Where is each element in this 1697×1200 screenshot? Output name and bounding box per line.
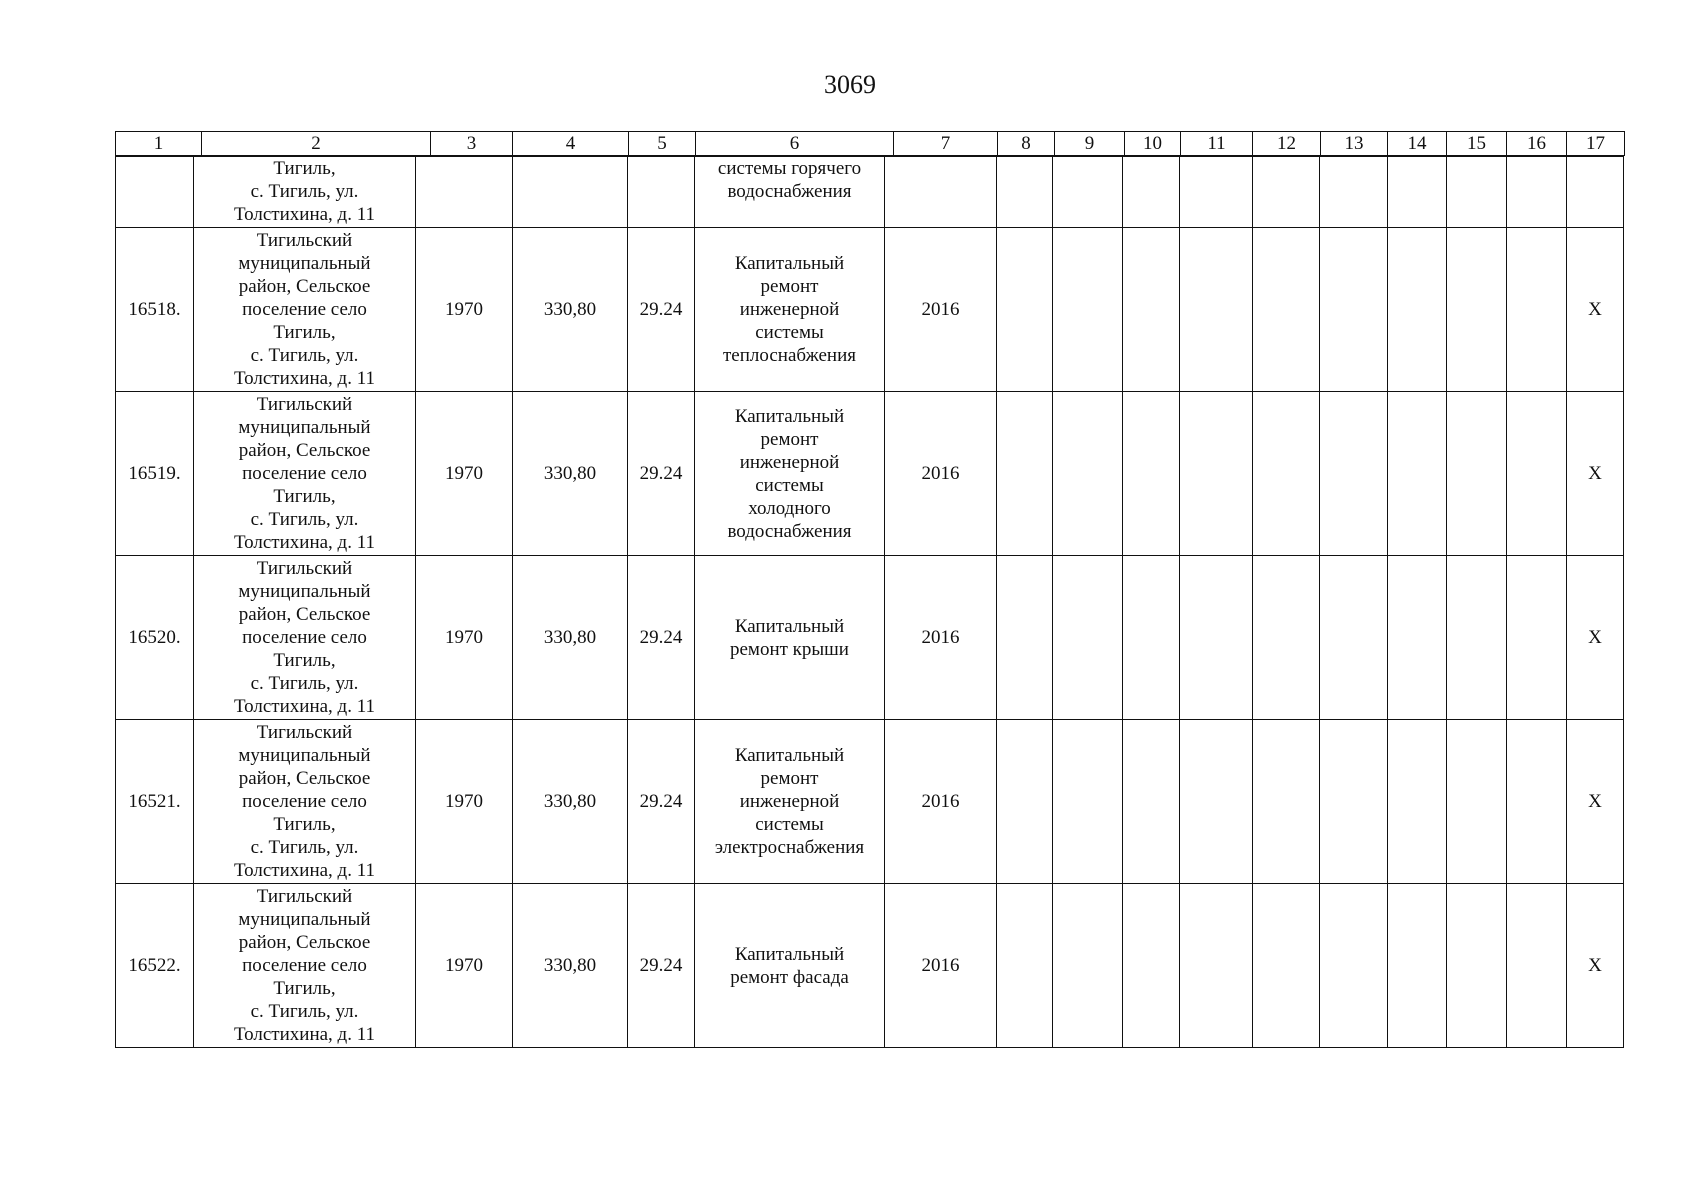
empty-cell <box>1180 720 1253 884</box>
empty-cell <box>1388 556 1447 720</box>
plan-year-cell: 2016 <box>885 720 997 884</box>
plan-year-cell <box>885 157 997 228</box>
empty-cell <box>1180 884 1253 1048</box>
work-type-cell: Капитальный ремонт фасада <box>695 884 885 1048</box>
empty-cell <box>1253 392 1320 556</box>
empty-cell <box>1123 157 1180 228</box>
repair-schedule-table <box>115 156 1624 1048</box>
empty-cell <box>997 884 1053 1048</box>
address-cell: Тигильский муниципальный район, Сельское поселение село Тигиль, с. Тигиль, ул. Толстихина, д. 11 <box>194 392 416 556</box>
row-number-cell <box>116 157 194 228</box>
empty-cell <box>1507 228 1567 392</box>
empty-cell <box>997 228 1053 392</box>
row-number-cell: 16522. <box>116 884 194 1048</box>
code-cell: 29.24 <box>628 228 695 392</box>
empty-cell <box>1180 157 1253 228</box>
year-built-cell: 1970 <box>416 228 513 392</box>
year-built-cell: 1970 <box>416 884 513 1048</box>
empty-cell <box>1253 157 1320 228</box>
header-cell: 8 <box>998 132 1055 156</box>
year-built-cell: 1970 <box>416 720 513 884</box>
area-cell: 330,80 <box>513 556 628 720</box>
code-cell: 29.24 <box>628 556 695 720</box>
header-cell: 16 <box>1507 132 1567 156</box>
page-number: 3069 <box>824 70 876 99</box>
year-built-cell <box>416 157 513 228</box>
empty-cell <box>1507 884 1567 1048</box>
plan-year-cell: 2016 <box>885 884 997 1048</box>
header-cell: 9 <box>1055 132 1125 156</box>
table-row <box>116 392 1624 556</box>
code-cell: 29.24 <box>628 392 695 556</box>
address-cell: Тигильский муниципальный район, Сельское поселение село Тигиль, с. Тигиль, ул. Толстихина, д. 11 <box>194 228 416 392</box>
empty-cell <box>997 392 1053 556</box>
empty-cell <box>1320 884 1388 1048</box>
header-cell: 14 <box>1388 132 1447 156</box>
mark-cell <box>1567 157 1624 228</box>
code-cell: 29.24 <box>628 720 695 884</box>
empty-cell <box>1447 720 1507 884</box>
empty-cell <box>1388 157 1447 228</box>
empty-cell <box>1253 228 1320 392</box>
work-type-cell: Капитальный ремонт крыши <box>695 556 885 720</box>
empty-cell <box>1388 720 1447 884</box>
empty-cell <box>1123 228 1180 392</box>
code-cell: 29.24 <box>628 884 695 1048</box>
mark-cell: Х <box>1567 392 1624 556</box>
empty-cell <box>1123 720 1180 884</box>
header-cell: 2 <box>202 132 431 156</box>
empty-cell <box>1253 884 1320 1048</box>
empty-cell <box>1053 392 1123 556</box>
work-type-cell: системы горячего водоснабжения <box>695 157 885 228</box>
work-type-cell: Капитальный ремонт инженерной системы теплоснабжения <box>695 228 885 392</box>
address-cell: Тигильский муниципальный район, Сельское поселение село Тигиль, с. Тигиль, ул. Толстихина, д. 11 <box>194 884 416 1048</box>
row-number-cell: 16521. <box>116 720 194 884</box>
address-cell: Тигильский муниципальный район, Сельское поселение село Тигиль, с. Тигиль, ул. Толстихина, д. 11 <box>194 556 416 720</box>
empty-cell <box>1253 556 1320 720</box>
table-row <box>116 228 1624 392</box>
mark-cell: Х <box>1567 228 1624 392</box>
header-cell: 6 <box>696 132 894 156</box>
empty-cell <box>1180 392 1253 556</box>
row-number-cell: 16518. <box>116 228 194 392</box>
year-built-cell: 1970 <box>416 392 513 556</box>
area-cell: 330,80 <box>513 228 628 392</box>
header-cell: 11 <box>1181 132 1253 156</box>
row-number-cell: 16520. <box>116 556 194 720</box>
mark-cell: Х <box>1567 884 1624 1048</box>
empty-cell <box>1253 720 1320 884</box>
empty-cell <box>1507 720 1567 884</box>
empty-cell <box>1447 556 1507 720</box>
header-cell: 12 <box>1253 132 1321 156</box>
work-type-cell: Капитальный ремонт инженерной системы холодного водоснабжения <box>695 392 885 556</box>
empty-cell <box>1053 228 1123 392</box>
empty-cell <box>1447 392 1507 556</box>
header-cell: 17 <box>1567 132 1625 156</box>
header-row <box>116 132 1625 156</box>
work-type-cell: Капитальный ремонт инженерной системы электроснабжения <box>695 720 885 884</box>
empty-cell <box>1123 556 1180 720</box>
empty-cell <box>1320 392 1388 556</box>
empty-cell <box>1123 884 1180 1048</box>
empty-cell <box>1053 884 1123 1048</box>
empty-cell <box>1507 157 1567 228</box>
table-row <box>116 556 1624 720</box>
header-cell: 5 <box>629 132 696 156</box>
empty-cell <box>997 556 1053 720</box>
empty-cell <box>1320 556 1388 720</box>
row-number-cell: 16519. <box>116 392 194 556</box>
empty-cell <box>1053 556 1123 720</box>
column-number-header <box>115 131 1625 156</box>
empty-cell <box>1180 556 1253 720</box>
empty-cell <box>1447 157 1507 228</box>
year-built-cell: 1970 <box>416 556 513 720</box>
header-cell: 10 <box>1125 132 1181 156</box>
header-cell: 3 <box>431 132 513 156</box>
plan-year-cell: 2016 <box>885 392 997 556</box>
empty-cell <box>1507 556 1567 720</box>
mark-cell: Х <box>1567 720 1624 884</box>
header-cell: 15 <box>1447 132 1507 156</box>
empty-cell <box>1447 884 1507 1048</box>
empty-cell <box>1447 228 1507 392</box>
empty-cell <box>1320 228 1388 392</box>
header-cell: 13 <box>1321 132 1388 156</box>
table-row <box>116 720 1624 884</box>
area-cell: 330,80 <box>513 884 628 1048</box>
address-cell: Тигиль, с. Тигиль, ул. Толстихина, д. 11 <box>194 157 416 228</box>
address-cell: Тигильский муниципальный район, Сельское поселение село Тигиль, с. Тигиль, ул. Толстихина, д. 11 <box>194 720 416 884</box>
empty-cell <box>1053 157 1123 228</box>
empty-cell <box>1320 157 1388 228</box>
empty-cell <box>1388 392 1447 556</box>
empty-cell <box>1388 228 1447 392</box>
empty-cell <box>997 720 1053 884</box>
area-cell: 330,80 <box>513 720 628 884</box>
empty-cell <box>1388 884 1447 1048</box>
mark-cell: Х <box>1567 556 1624 720</box>
plan-year-cell: 2016 <box>885 556 997 720</box>
empty-cell <box>997 157 1053 228</box>
header-cell: 1 <box>116 132 202 156</box>
header-cell: 4 <box>513 132 629 156</box>
empty-cell <box>1180 228 1253 392</box>
header-cell: 7 <box>894 132 998 156</box>
empty-cell <box>1320 720 1388 884</box>
plan-year-cell: 2016 <box>885 228 997 392</box>
table-row <box>116 884 1624 1048</box>
empty-cell <box>1123 392 1180 556</box>
code-cell <box>628 157 695 228</box>
empty-cell <box>1053 720 1123 884</box>
area-cell <box>513 157 628 228</box>
table-row-continuation <box>116 157 1624 228</box>
empty-cell <box>1507 392 1567 556</box>
area-cell: 330,80 <box>513 392 628 556</box>
